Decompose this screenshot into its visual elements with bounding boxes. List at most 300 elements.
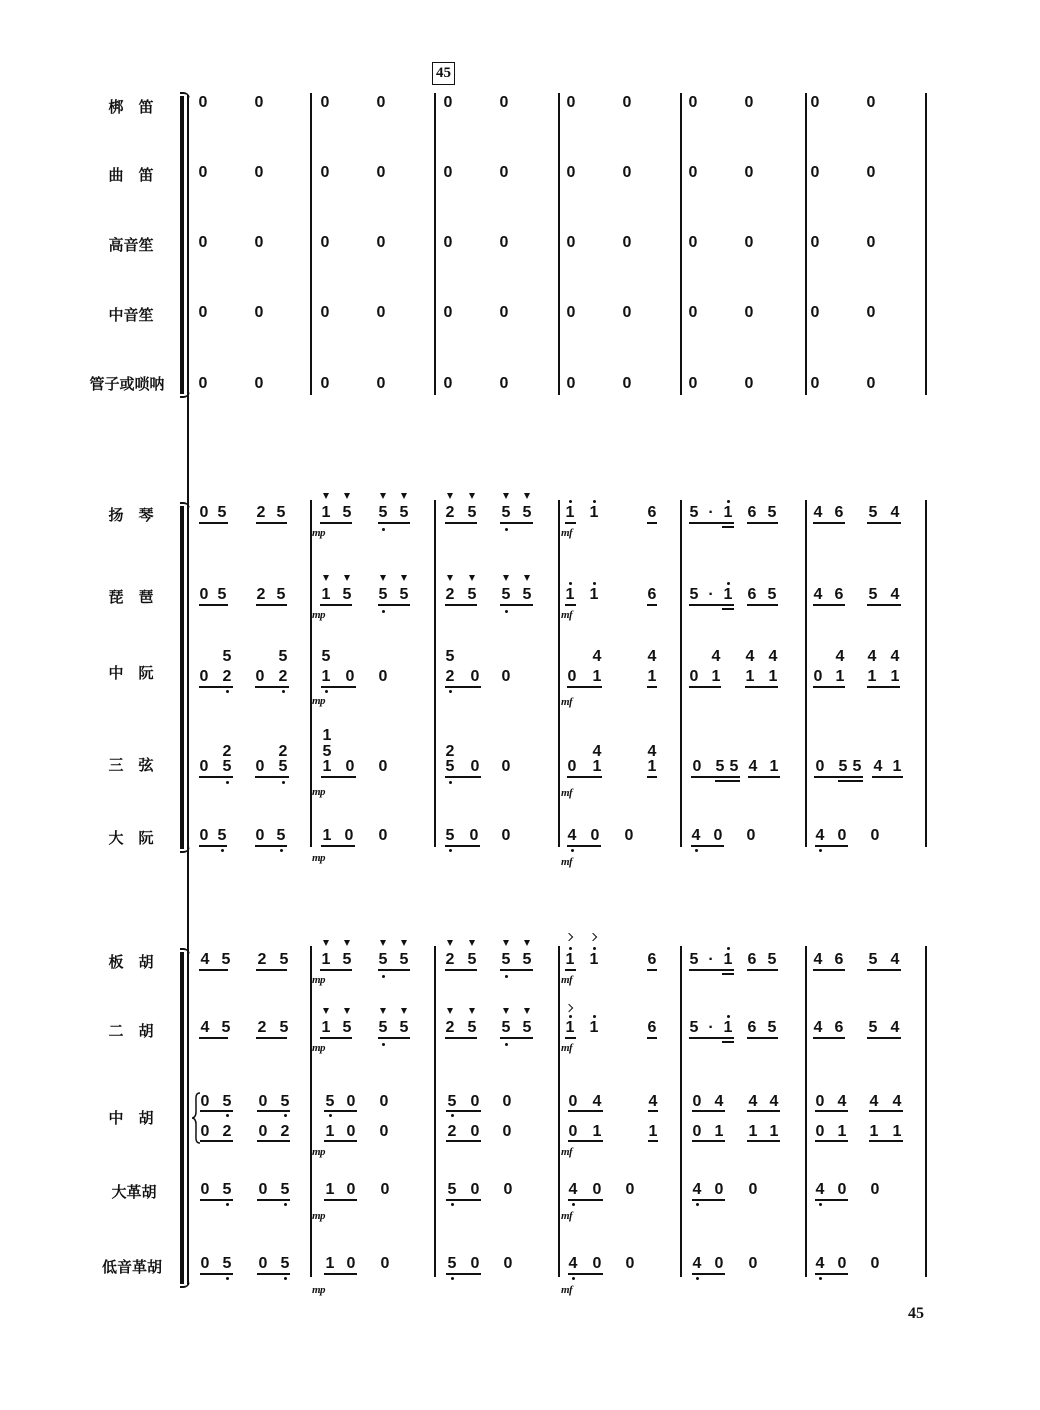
rest: 0 [376, 164, 386, 181]
note: 1 [769, 758, 779, 775]
barline [805, 946, 807, 1277]
rest: 0 [258, 1255, 268, 1272]
octave-dot [284, 1114, 287, 1117]
note: 2 [257, 1019, 267, 1036]
duration-underline [872, 776, 903, 778]
staff-label: 中音笙 [108, 306, 154, 324]
rest: 0 [622, 164, 632, 181]
chord-note: 4 [592, 743, 602, 760]
duration-underline [647, 522, 657, 524]
chord-note: 1 [647, 668, 657, 685]
duration-underline [747, 969, 778, 971]
rest: 0 [866, 304, 876, 321]
octave-dot [819, 1277, 822, 1280]
note: 5 [767, 504, 777, 521]
accent-wedge-icon [503, 493, 509, 499]
chord-note: 4 [711, 648, 721, 665]
duration-underline [257, 1273, 290, 1275]
staff-label: 大阮 [108, 829, 169, 847]
duration-underline [647, 686, 657, 688]
chord-note: 4 [647, 743, 657, 760]
duration-underline [647, 604, 657, 606]
octave-dot [819, 849, 822, 852]
duration-underline [199, 686, 233, 688]
rest: 0 [503, 1181, 513, 1198]
rest: 0 [198, 234, 208, 251]
note: 5 [276, 504, 286, 521]
barline [434, 946, 436, 1277]
chord-note: 4 [592, 648, 602, 665]
note: 1 [648, 1123, 658, 1140]
duration-underline [321, 776, 356, 778]
octave-dot [569, 582, 572, 585]
rest: 0 [376, 304, 386, 321]
chord-note: 1 [647, 758, 657, 775]
note: 4 [813, 504, 823, 521]
duration-underline [748, 776, 780, 778]
duration-underline [869, 1140, 903, 1142]
accent-wedge-icon [401, 1008, 407, 1014]
rest: 0 [837, 1181, 847, 1198]
octave-dot [226, 1114, 229, 1117]
note: 1 [723, 951, 733, 968]
note: 4 [692, 1255, 702, 1272]
octave-dot [226, 1277, 229, 1280]
chord-note: 5 [278, 758, 288, 775]
rest: 0 [815, 1093, 825, 1110]
rest: 0 [499, 234, 509, 251]
octave-dot [284, 1277, 287, 1280]
dynamic-mark: mp [312, 609, 326, 621]
note: 1 [723, 1019, 733, 1036]
rest: 0 [567, 668, 577, 685]
staff-label: 低音革胡 [101, 1258, 163, 1276]
dynamic-mark: mf [561, 1210, 573, 1222]
duration-underline [568, 1199, 603, 1201]
rest: 0 [502, 1093, 512, 1110]
note: 1 [869, 1123, 879, 1140]
note: 5 [467, 1019, 477, 1036]
note: 5 [868, 1019, 878, 1036]
note: 5 [279, 951, 289, 968]
note: 6 [747, 504, 757, 521]
rest: 0 [379, 1093, 389, 1110]
note: 4 [691, 827, 701, 844]
note: 5 [276, 586, 286, 603]
rest: 0 [198, 164, 208, 181]
note: 5 [279, 1019, 289, 1036]
note: 5 [399, 586, 409, 603]
octave-dot [382, 1043, 385, 1046]
rest: 0 [470, 1123, 480, 1140]
duration-underline [747, 522, 778, 524]
note: 1 [565, 951, 575, 968]
rest: 0 [503, 1255, 513, 1272]
note: 5 [221, 1019, 231, 1036]
note: 5 [501, 1019, 511, 1036]
chord-note: 5 [445, 648, 455, 665]
note: 4 [813, 1019, 823, 1036]
note: 5 [767, 586, 777, 603]
note: 5 [280, 1255, 290, 1272]
accent-wedge-icon [524, 1008, 530, 1014]
rest: 0 [688, 234, 698, 251]
note: 5 [217, 827, 227, 844]
augmentation-dot: · [708, 951, 714, 968]
chord-note: 2 [445, 668, 455, 685]
duration-underline [200, 1110, 233, 1112]
staff-label: 三弦 [108, 756, 169, 774]
accent-wedge-icon [469, 493, 475, 499]
note: 5 [342, 586, 352, 603]
duration-underline [722, 526, 734, 528]
chord-note: 1 [768, 668, 778, 685]
note: 4 [837, 1093, 847, 1110]
duration-underline [324, 1273, 357, 1275]
rest: 0 [255, 827, 265, 844]
barline [680, 93, 682, 395]
staff-label: 扬琴 [108, 506, 169, 524]
note: 5 [378, 504, 388, 521]
rest: 0 [499, 304, 509, 321]
chord-note: 1 [322, 758, 332, 775]
duration-underline [813, 1037, 845, 1039]
note: 5 [467, 504, 477, 521]
duration-underline [647, 776, 657, 778]
note: 5 [399, 951, 409, 968]
note: 6 [747, 951, 757, 968]
chord-note: 1 [867, 668, 877, 685]
duration-underline [715, 780, 740, 782]
note: 5 [378, 1019, 388, 1036]
note: 2 [256, 504, 266, 521]
rest: 0 [813, 668, 823, 685]
duration-underline [692, 1199, 725, 1201]
note: 6 [747, 1019, 757, 1036]
octave-dot [695, 849, 698, 852]
duration-underline [838, 780, 863, 782]
rest: 0 [380, 1255, 390, 1272]
rest: 0 [200, 1181, 210, 1198]
note: 4 [568, 1255, 578, 1272]
rest: 0 [625, 1181, 635, 1198]
barline [558, 500, 560, 847]
rest: 0 [746, 827, 756, 844]
octave-dot [505, 975, 508, 978]
octave-dot [727, 582, 730, 585]
rest: 0 [470, 758, 480, 775]
note: 5 [868, 951, 878, 968]
octave-dot [382, 975, 385, 978]
accent-wedge-icon [344, 1008, 350, 1014]
duration-underline [378, 969, 410, 971]
octave-dot [226, 1203, 229, 1206]
dynamic-mark: mf [561, 1284, 573, 1296]
rest: 0 [443, 304, 453, 321]
chord-note: 5 [222, 648, 232, 665]
chord-note: 2 [222, 743, 232, 760]
rest: 0 [810, 304, 820, 321]
dynamic-mark: mp [312, 527, 326, 539]
barline [925, 946, 927, 1277]
duration-underline [320, 969, 352, 971]
rest: 0 [713, 827, 723, 844]
rest: 0 [379, 1123, 389, 1140]
note: 5 [399, 504, 409, 521]
augmentation-dot: · [708, 1019, 714, 1036]
staff-label: 中阮 [108, 664, 169, 682]
chord-note: 4 [768, 648, 778, 665]
rest: 0 [501, 827, 511, 844]
duration-underline [565, 522, 576, 524]
accent-chevron-icon [565, 933, 573, 941]
note: 4 [815, 827, 825, 844]
group-bracket [180, 952, 184, 1284]
rest: 0 [837, 827, 847, 844]
octave-dot [382, 528, 385, 531]
rest: 0 [254, 304, 264, 321]
duration-underline [321, 845, 355, 847]
duration-underline [691, 845, 724, 847]
rest: 0 [443, 94, 453, 111]
duration-underline [446, 1110, 481, 1112]
note: 5 [342, 951, 352, 968]
barline [558, 946, 560, 1277]
rest: 0 [744, 375, 754, 392]
chord-note: 1 [890, 668, 900, 685]
note: 5 [501, 951, 511, 968]
octave-dot [593, 947, 596, 950]
rest: 0 [443, 375, 453, 392]
duration-underline [500, 604, 533, 606]
accent-wedge-icon [469, 575, 475, 581]
duration-underline [869, 1110, 903, 1112]
duration-underline [565, 969, 576, 971]
accent-wedge-icon [323, 575, 329, 581]
barline [925, 500, 927, 847]
note: 6 [647, 586, 657, 603]
note: 1 [723, 504, 733, 521]
duration-underline [445, 1037, 477, 1039]
note: 6 [647, 1019, 657, 1036]
rest: 0 [378, 758, 388, 775]
dynamic-mark: mp [312, 1284, 326, 1296]
note: 5 [522, 1019, 532, 1036]
octave-dot [727, 1015, 730, 1018]
note: 1 [892, 1123, 902, 1140]
rest: 0 [590, 827, 600, 844]
note: 5 [378, 586, 388, 603]
duration-underline [320, 604, 352, 606]
chord-note: 4 [745, 648, 755, 665]
rest: 0 [320, 94, 330, 111]
chord-note: 5 [322, 743, 332, 760]
rest: 0 [470, 1181, 480, 1198]
accent-wedge-icon [524, 493, 530, 499]
duration-underline [815, 1110, 848, 1112]
note: 5 [689, 1019, 699, 1036]
octave-dot [451, 1203, 454, 1206]
accent-wedge-icon [469, 940, 475, 946]
dynamic-mark: mf [561, 856, 573, 868]
note: 4 [748, 1093, 758, 1110]
chord-note: 1 [745, 668, 755, 685]
duration-underline [647, 969, 657, 971]
duration-underline [320, 522, 352, 524]
page-number: 45 [908, 1305, 924, 1322]
chord-note: 1 [592, 758, 602, 775]
note: 1 [321, 1019, 331, 1036]
accent-wedge-icon [447, 575, 453, 581]
duration-underline [199, 845, 227, 847]
note: 5 [447, 1093, 457, 1110]
rest: 0 [692, 758, 702, 775]
rest: 0 [380, 1181, 390, 1198]
duration-underline [568, 1273, 603, 1275]
note: 5 [522, 586, 532, 603]
rest: 0 [320, 304, 330, 321]
rest: 0 [622, 375, 632, 392]
duration-underline [567, 845, 601, 847]
note: 4 [648, 1093, 658, 1110]
octave-dot [505, 610, 508, 613]
rest: 0 [568, 1093, 578, 1110]
note: 1 [589, 586, 599, 603]
duration-underline [257, 1110, 290, 1112]
note: 1 [589, 951, 599, 968]
rest: 0 [566, 375, 576, 392]
octave-dot [329, 1114, 332, 1117]
octave-dot [449, 781, 452, 784]
group-bracket [180, 96, 184, 394]
duration-underline [565, 604, 576, 606]
accent-wedge-icon [503, 1008, 509, 1014]
augmentation-dot: · [708, 504, 714, 521]
rest: 0 [258, 1123, 268, 1140]
staff-label: 曲笛 [108, 166, 169, 184]
barline [680, 500, 682, 847]
accent-wedge-icon [524, 940, 530, 946]
rest: 0 [744, 304, 754, 321]
note: 1 [748, 1123, 758, 1140]
note: 4 [748, 758, 758, 775]
duration-underline [200, 1199, 233, 1201]
rest: 0 [592, 1181, 602, 1198]
rest: 0 [625, 1255, 635, 1272]
chord-note: 1 [711, 668, 721, 685]
duration-underline [199, 604, 228, 606]
staff-label: 梆笛 [108, 98, 169, 116]
rest: 0 [378, 827, 388, 844]
dynamic-mark: mp [312, 786, 326, 798]
note: 2 [257, 951, 267, 968]
duration-underline [747, 1140, 780, 1142]
note: 4 [815, 1181, 825, 1198]
accent-wedge-icon [344, 575, 350, 581]
note: 4 [592, 1093, 602, 1110]
duration-underline [500, 969, 533, 971]
note: 4 [869, 1093, 879, 1110]
rest: 0 [254, 234, 264, 251]
rest: 0 [254, 94, 264, 111]
note: 1 [321, 586, 331, 603]
note: 5 [280, 1181, 290, 1198]
chord-note: 5 [445, 758, 455, 775]
note: 5 [276, 827, 286, 844]
duration-underline [692, 1273, 725, 1275]
note: 5 [325, 1093, 335, 1110]
octave-dot [569, 500, 572, 503]
rest: 0 [470, 1255, 480, 1272]
rest: 0 [866, 164, 876, 181]
duration-underline [567, 686, 602, 688]
note: 5 [447, 1255, 457, 1272]
duration-underline [446, 1199, 481, 1201]
duration-underline [324, 1110, 357, 1112]
note: 5 [467, 951, 477, 968]
duration-underline [867, 522, 901, 524]
note: 4 [567, 827, 577, 844]
rest: 0 [688, 375, 698, 392]
note: 6 [747, 586, 757, 603]
note: 4 [813, 586, 823, 603]
note: 5 [522, 951, 532, 968]
octave-dot [226, 781, 229, 784]
accent-wedge-icon [447, 493, 453, 499]
duration-underline [256, 604, 287, 606]
note: 1 [723, 586, 733, 603]
note: 2 [445, 1019, 455, 1036]
note: 5 [342, 504, 352, 521]
rest: 0 [502, 1123, 512, 1140]
duration-underline [199, 776, 233, 778]
rest: 0 [346, 1181, 356, 1198]
duration-underline [500, 1037, 533, 1039]
duration-underline [689, 522, 734, 524]
duration-underline [257, 1199, 290, 1201]
note: 4 [769, 1093, 779, 1110]
chord-note: 4 [835, 648, 845, 665]
rest: 0 [200, 1255, 210, 1272]
duration-underline [255, 776, 289, 778]
note: 5 [222, 1181, 232, 1198]
duration-underline [565, 1037, 576, 1039]
accent-wedge-icon [401, 493, 407, 499]
note: 4 [714, 1093, 724, 1110]
octave-dot [572, 1277, 575, 1280]
note: 4 [873, 758, 883, 775]
barline [805, 500, 807, 847]
rest: 0 [714, 1255, 724, 1272]
dynamic-mark: mp [312, 695, 326, 707]
note: 5 [689, 504, 699, 521]
barline [805, 93, 807, 395]
duration-underline [689, 686, 721, 688]
rest: 0 [688, 94, 698, 111]
octave-dot [226, 690, 229, 693]
staff-label: 管子或唢呐 [89, 375, 165, 393]
chord-note: 4 [647, 648, 657, 665]
duration-underline [747, 1037, 778, 1039]
rest: 0 [815, 758, 825, 775]
rest: 0 [566, 164, 576, 181]
staff-label: 板胡 [108, 953, 169, 971]
rest: 0 [443, 164, 453, 181]
rest: 0 [499, 164, 509, 181]
octave-dot [280, 849, 283, 852]
note: 4 [813, 951, 823, 968]
dynamic-mark: mp [312, 1042, 326, 1054]
